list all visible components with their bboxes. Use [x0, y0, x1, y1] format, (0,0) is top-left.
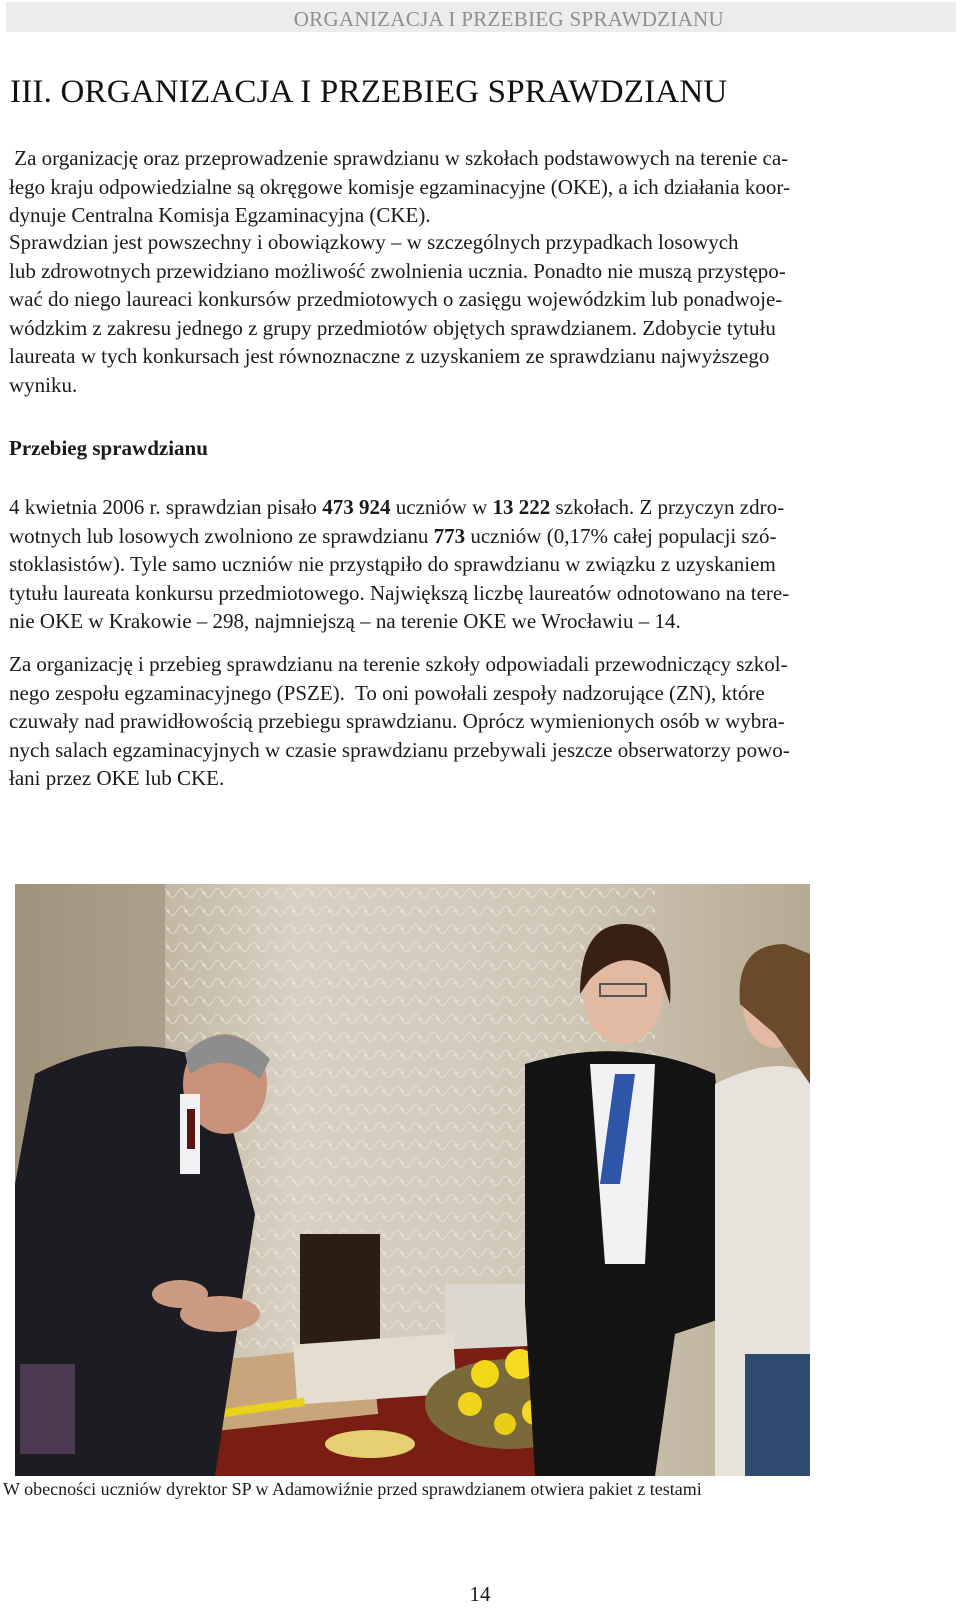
text-run: wotnych lub losowych zwolniono ze sprawdzianu [9, 523, 434, 548]
paragraph-line: dynuje Centralna Komisja Egzaminacyjna (CKE). [9, 203, 431, 227]
paragraph-line: nych salach egzaminacyjnych w czasie sprawdzianu przebywali jeszcze obserwatorzy powo- [9, 737, 790, 762]
paragraph-line: laureata w tych konkursach jest równoznaczne z uzyskaniem ze sprawdzianu najwyższego [9, 344, 770, 368]
running-header-title: ORGANIZACJA I PRZEBIEG SPRAWDZIANU [293, 7, 724, 31]
exempted-count: 773 [433, 523, 466, 548]
paragraph-supervision [9, 650, 955, 793]
paragraph-line: nie OKE w Krakowie – 298, najmniejszą – na terenie OKE we Wrocławiu – 14. [9, 609, 681, 633]
paragraph-organization [9, 144, 955, 230]
paragraph-line: tytułu laureata konkursu przedmiotowego. Największą liczbę laureatów odnotowano na tere- [9, 580, 790, 605]
paragraph-line [9, 522, 955, 551]
text-run: 4 kwietnia 2006 r. sprawdzian pisało [9, 495, 323, 519]
paragraph-line: łego kraju odpowiedzialne są okręgowe komisje egzaminacyjne (OKE), a ich działania koor- [9, 174, 790, 199]
paragraph-line: Sprawdzian jest powszechny i obowiązkowy – w szczególnych przypadkach losowych [9, 230, 739, 254]
text-run: uczniów w [390, 495, 493, 519]
section-title: III. ORGANIZACJA I PRZEBIEG SPRAWDZIANU [10, 74, 728, 110]
photo-caption: W obecności uczniów dyrektor SP w Adamowiźnie przed sprawdzianem otwiera pakiet z testami [3, 1479, 702, 1499]
paragraph-line: wać do niego laureaci konkursów przedmiotowych o zasięgu wojewódzkim lub ponadwoje- [9, 287, 783, 311]
paragraph-obligation [9, 228, 955, 399]
running-header [6, 2, 956, 32]
text-run: szkołach. Z przyczyn zdro- [550, 495, 785, 519]
paragraph-line: stoklasistów). Tyle samo uczniów nie przystąpiło do sprawdzianu w związku z uzyskaniem [9, 552, 776, 576]
paragraph-line: wyniku. [9, 372, 78, 397]
paragraph-line: lub zdrowotnych przewidziano możliwość zwolnienia ucznia. Ponadto nie muszą przystępo- [9, 258, 786, 283]
photo-illustration [15, 884, 810, 1476]
schools-count: 13 222 [492, 495, 551, 519]
paragraph-line: Za organizację i przebieg sprawdzianu na terenie szkoły odpowiadali przewodniczący szkol- [9, 652, 788, 676]
students-count: 473 924 [322, 495, 391, 519]
paragraph-line: Za organizację oraz przeprowadzenie sprawdzianu w szkołach podstawowych na terenie ca- [9, 146, 789, 170]
paragraph-line [9, 493, 955, 522]
paragraph-line: czuwały nad prawidłowością przebiegu sprawdzianu. Oprócz wymienionych osób w wybra- [9, 709, 785, 733]
page-number: 14 [469, 1582, 491, 1606]
paragraph-statistics [9, 493, 955, 636]
paragraph-line: wódzkim z zakresu jednego z grupy przedmiotów objętych sprawdzianem. Zdobycie tytułu [9, 315, 776, 340]
text-run: uczniów (0,17% całej populacji szó- [465, 523, 777, 548]
paragraph-line: nego zespołu egzaminacyjnego (PSZE). To oni powołali zespoły nadzorujące (ZN), które [9, 680, 765, 705]
subheading-course: Przebieg sprawdzianu [9, 436, 208, 460]
paragraph-line: łani przez OKE lub CKE. [9, 766, 225, 790]
photo [15, 884, 810, 1476]
